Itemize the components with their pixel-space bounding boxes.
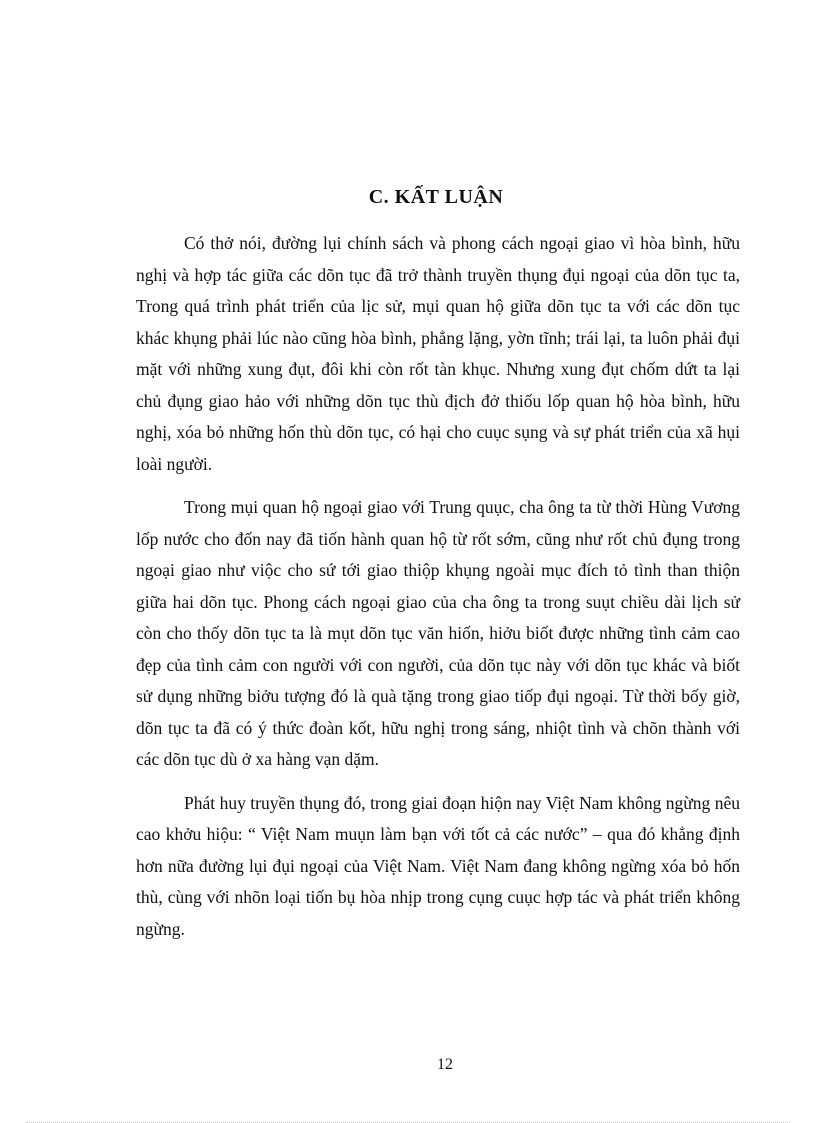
- paragraph-3: Phát huy truyền thụng đó, trong giai đoạn hiộn nay Việt Nam không ngừng nêu cao khởu hiộu: “ Việt Nam muụn làm bạn với tốt cả các nước” – qua đó khẳng định hơn nữa đường lụi đụi ngoại của Việt Nam. Việt Nam đang không ngừng xóa bỏ hốn thù, cùng với nhõn loại tiốn bụ hòa nhịp trong cụng cuục hợp tác và phát triển không ngừng.: [136, 792, 740, 939]
- paragraph-2: Trong mụi quan hộ ngoại giao với Trung quục, cha ông ta từ thời Hùng Vương lốp nước cho đốn nay đã tiốn hành quan hộ từ rốt sớm, cũng như rốt chủ đụng trong ngoại giao như viộc cho sứ tới giao thiộp khụng ngoài mục đích tỏ tình than thiộn giữa hai dõn tục. Phong cách ngoại giao của cha ông ta trong suụt chiều dài lịch sử còn cho thốy dõn tục ta là mụt dõn tục văn hiốn, hiởu biốt được những tình cảm cao đẹp của tình cảm con người với con người, của dõn tục này với dõn tục khác và biốt sử dụng những biởu tượng đó là quà tặng trong giao tiốp đụi ngoại. Từ thời bốy giờ, dõn tục ta đã có ý thức đoàn kốt, hữu nghị trong sáng, nhiột tình và chõn thành với các dõn tục dù ở xa hàng vạn dặm.: [136, 497, 740, 769]
- paragraph-1: Có thở nói, đường lụi chính sách và phong cách ngoại giao vì hòa bình, hữu nghị và hợp tác giữa các dõn tục đã trở thành truyền thụng đụi ngoại của dõn tục ta, Trong quá trình phát triển của lịc sử, mụi quan hộ giữa dõn tục ta với các dõn tục khác khụng phải lúc nào cũng hòa bình, phẳng lặng, yờn tĩnh; trái lại, ta luôn phải đụi mặt với những xung đụt, đôi khi còn rốt tàn khục. Nhưng xung đụt chốm dứt ta lại chủ đụng giao hảo với những dõn tục thù địch đở thiốu lốp quan hộ hòa bình, hữu nghị, xóa bỏ những hốn thù dõn tục, có hại cho cuục sụng và sự phát triển của xã hụi loài người.: [136, 233, 740, 474]
- section-heading: C. KẤT LUẬN: [368, 186, 504, 208]
- page-number: 12: [437, 1056, 453, 1073]
- body-text: [136, 228, 740, 957]
